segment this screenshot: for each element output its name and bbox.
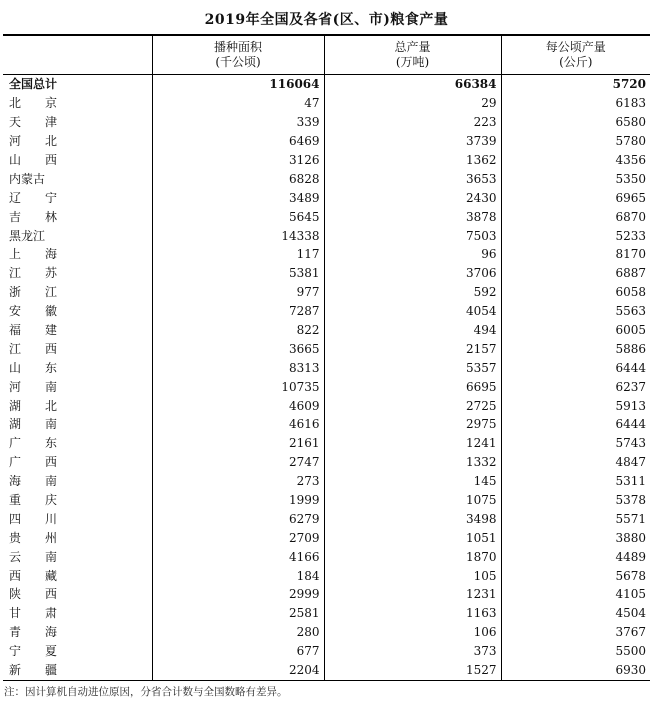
header-total-output-label: 总产量 <box>394 40 431 54</box>
total-output-cell: 1527 <box>324 661 501 680</box>
table-row <box>3 509 650 528</box>
yield-cell: 8170 <box>501 245 650 264</box>
table-row <box>3 132 650 151</box>
region-name-cell: 云 南 <box>9 549 58 564</box>
region-name-cell: 四 川 <box>9 511 58 526</box>
sown-area-cell: 273 <box>152 472 324 491</box>
region-name-cell: 安 徽 <box>9 304 58 319</box>
table-row <box>3 528 650 547</box>
sown-area-cell: 2709 <box>152 528 324 547</box>
region-name-cell: 河 北 <box>9 134 58 149</box>
region-name-cell: 内蒙古 <box>9 171 46 186</box>
total-output-cell: 3739 <box>324 132 501 151</box>
header-sown-area-unit: (千公顷) <box>215 55 261 69</box>
table-row <box>3 226 650 245</box>
region-name-cell: 黑龙江 <box>9 228 46 243</box>
yield-cell: 5378 <box>501 491 650 510</box>
yield-cell: 5886 <box>501 339 650 358</box>
yield-cell: 6183 <box>501 94 650 113</box>
total-output-cell: 1362 <box>324 151 501 170</box>
total-output-cell: 96 <box>324 245 501 264</box>
total-output-cell: 29 <box>324 94 501 113</box>
total-output-cell: 2975 <box>324 415 501 434</box>
sown-area-cell: 4609 <box>152 396 324 415</box>
table-row <box>3 396 650 415</box>
sown-area-cell: 4616 <box>152 415 324 434</box>
region-name-cell: 北 京 <box>9 96 58 111</box>
total-output-cell: 7503 <box>324 226 501 245</box>
sown-area-cell: 677 <box>152 642 324 661</box>
sown-area-cell: 2161 <box>152 434 324 453</box>
region-name-cell: 西 藏 <box>9 568 58 583</box>
yield-cell: 4847 <box>501 453 650 472</box>
yield-cell: 6887 <box>501 264 650 283</box>
sown-area-cell: 5645 <box>152 207 324 226</box>
yield-cell: 5350 <box>501 169 650 188</box>
total-output-cell: 3653 <box>324 169 501 188</box>
total-output-cell: 106 <box>324 623 501 642</box>
region-name-cell: 广 西 <box>9 455 58 470</box>
table-row <box>3 377 650 396</box>
region-name-cell: 重 庆 <box>9 493 58 508</box>
total-output-cell: 592 <box>324 283 501 302</box>
region-name-cell: 江 苏 <box>9 266 58 281</box>
region-name-cell: 甘 肃 <box>9 606 58 621</box>
region-name-cell: 辽 宁 <box>9 190 58 205</box>
sown-area-cell: 3489 <box>152 188 324 207</box>
total-output-cell: 1163 <box>324 604 501 623</box>
yield-cell: 4356 <box>501 151 650 170</box>
sown-area-cell: 6469 <box>152 132 324 151</box>
table-row <box>3 623 650 642</box>
table-row <box>3 472 650 491</box>
table-row <box>3 547 650 566</box>
total-output-cell: 5357 <box>324 358 501 377</box>
table-body <box>3 75 650 681</box>
table-row <box>3 415 650 434</box>
yield-cell: 6930 <box>501 661 650 680</box>
table-row <box>3 283 650 302</box>
sown-area-cell: 47 <box>152 94 324 113</box>
header-row <box>3 35 650 75</box>
table-row <box>3 453 650 472</box>
region-name-cell: 湖 北 <box>9 398 58 413</box>
footnote: 注：因计算机自动进位原因，分省合计数与全国数略有差异。 <box>4 686 288 698</box>
total-output-cell: 223 <box>324 113 501 132</box>
header-yield-label: 每公顷产量 <box>545 40 606 54</box>
total-output-cell: 1332 <box>324 453 501 472</box>
yield-cell: 5563 <box>501 302 650 321</box>
yield-cell: 3767 <box>501 623 650 642</box>
header-total-output <box>324 35 501 75</box>
region-name-cell: 吉 林 <box>9 209 58 224</box>
yield-cell: 6965 <box>501 188 650 207</box>
sown-area-cell: 10735 <box>152 377 324 396</box>
yield-cell: 6580 <box>501 113 650 132</box>
header-yield-per-hectare <box>501 35 650 75</box>
region-name-cell: 海 南 <box>9 474 58 489</box>
total-output-cell: 1051 <box>324 528 501 547</box>
region-name-cell: 全国总计 <box>9 77 58 92</box>
sown-area-cell: 5381 <box>152 264 324 283</box>
table-row <box>3 358 650 377</box>
yield-cell: 5678 <box>501 566 650 585</box>
total-output-cell: 145 <box>324 472 501 491</box>
table-row <box>3 321 650 340</box>
region-name-cell: 福 建 <box>9 323 58 338</box>
sown-area-cell: 3665 <box>152 339 324 358</box>
total-output-cell: 1870 <box>324 547 501 566</box>
table-row <box>3 151 650 170</box>
yield-cell: 6870 <box>501 207 650 226</box>
region-name-cell: 上 海 <box>9 247 58 262</box>
total-output-cell: 2157 <box>324 339 501 358</box>
table-row <box>3 566 650 585</box>
total-row <box>3 75 650 94</box>
total-output-cell: 1075 <box>324 491 501 510</box>
total-output-cell: 2725 <box>324 396 501 415</box>
table-row <box>3 661 650 680</box>
sown-area-cell: 339 <box>152 113 324 132</box>
total-output-cell: 3878 <box>324 207 501 226</box>
total-output-cell: 494 <box>324 321 501 340</box>
region-name-cell: 贵 州 <box>9 530 58 545</box>
yield-cell: 6005 <box>501 321 650 340</box>
table-title: 2019年全国及各省(区、市)粮食产量 <box>204 12 449 28</box>
yield-cell: 4105 <box>501 585 650 604</box>
sown-area-cell: 117 <box>152 245 324 264</box>
total-output-cell: 1231 <box>324 585 501 604</box>
table-row <box>3 604 650 623</box>
table-row <box>3 113 650 132</box>
region-name-cell: 河 南 <box>9 379 58 394</box>
sown-area-cell: 6828 <box>152 169 324 188</box>
region-name-cell: 广 东 <box>9 436 58 451</box>
total-output-cell: 3706 <box>324 264 501 283</box>
table-row <box>3 434 650 453</box>
yield-cell: 4504 <box>501 604 650 623</box>
yield-cell: 6444 <box>501 358 650 377</box>
yield-cell: 5780 <box>501 132 650 151</box>
total-output-cell: 4054 <box>324 302 501 321</box>
table-row <box>3 491 650 510</box>
header-sown-area <box>152 35 324 75</box>
header-total-output-unit: (万吨) <box>395 55 430 69</box>
sown-area-cell: 184 <box>152 566 324 585</box>
region-name-cell: 天 津 <box>9 115 58 130</box>
total-output-cell: 2430 <box>324 188 501 207</box>
table-row <box>3 207 650 226</box>
yield-cell: 5743 <box>501 434 650 453</box>
sown-area-cell: 280 <box>152 623 324 642</box>
total-output-cell: 373 <box>324 642 501 661</box>
grain-output-table <box>3 34 650 681</box>
sown-area-cell: 7287 <box>152 302 324 321</box>
yield-cell: 4489 <box>501 547 650 566</box>
sown-area-cell: 822 <box>152 321 324 340</box>
table-row <box>3 642 650 661</box>
sown-area-cell: 8313 <box>152 358 324 377</box>
region-name-cell: 青 海 <box>9 625 58 640</box>
yield-cell: 5720 <box>501 75 650 94</box>
total-output-cell: 1241 <box>324 434 501 453</box>
region-name-cell: 江 西 <box>9 341 58 356</box>
table-row <box>3 264 650 283</box>
sown-area-cell: 2204 <box>152 661 324 680</box>
table-row <box>3 245 650 264</box>
yield-cell: 5913 <box>501 396 650 415</box>
sown-area-cell: 14338 <box>152 226 324 245</box>
region-name-cell: 陕 西 <box>9 587 58 602</box>
yield-cell: 5311 <box>501 472 650 491</box>
sown-area-cell: 2999 <box>152 585 324 604</box>
region-name-cell: 山 东 <box>9 360 58 375</box>
yield-cell: 6444 <box>501 415 650 434</box>
header-yield-unit: (公斤) <box>559 55 593 69</box>
yield-cell: 6058 <box>501 283 650 302</box>
region-name-cell: 新 疆 <box>3 661 152 680</box>
total-output-cell: 66384 <box>324 75 501 94</box>
total-output-cell: 3498 <box>324 509 501 528</box>
yield-cell: 5500 <box>501 642 650 661</box>
table-row <box>3 302 650 321</box>
sown-area-cell: 1999 <box>152 491 324 510</box>
sown-area-cell: 116064 <box>152 75 324 94</box>
region-name-cell: 山 西 <box>9 153 58 167</box>
header-sown-area-label: 播种面积 <box>213 40 262 54</box>
sown-area-cell: 2581 <box>152 604 324 623</box>
yield-cell: 5233 <box>501 226 650 245</box>
table-row <box>3 169 650 188</box>
yield-cell: 6237 <box>501 377 650 396</box>
sown-area-cell: 4166 <box>152 547 324 566</box>
yield-cell: 5571 <box>501 509 650 528</box>
total-output-cell: 6695 <box>324 377 501 396</box>
sown-area-cell: 6279 <box>152 509 324 528</box>
sown-area-cell: 2747 <box>152 453 324 472</box>
yield-cell: 3880 <box>501 528 650 547</box>
table-row <box>3 188 650 207</box>
table-row <box>3 94 650 113</box>
region-name-cell: 浙 江 <box>9 285 58 300</box>
sown-area-cell: 3126 <box>152 151 324 170</box>
region-name-cell: 宁 夏 <box>9 644 58 659</box>
region-name-cell: 湖 南 <box>9 417 58 432</box>
table-row <box>3 585 650 604</box>
table-row <box>3 339 650 358</box>
total-output-cell: 105 <box>324 566 501 585</box>
sown-area-cell: 977 <box>152 283 324 302</box>
header-region <box>3 35 152 75</box>
